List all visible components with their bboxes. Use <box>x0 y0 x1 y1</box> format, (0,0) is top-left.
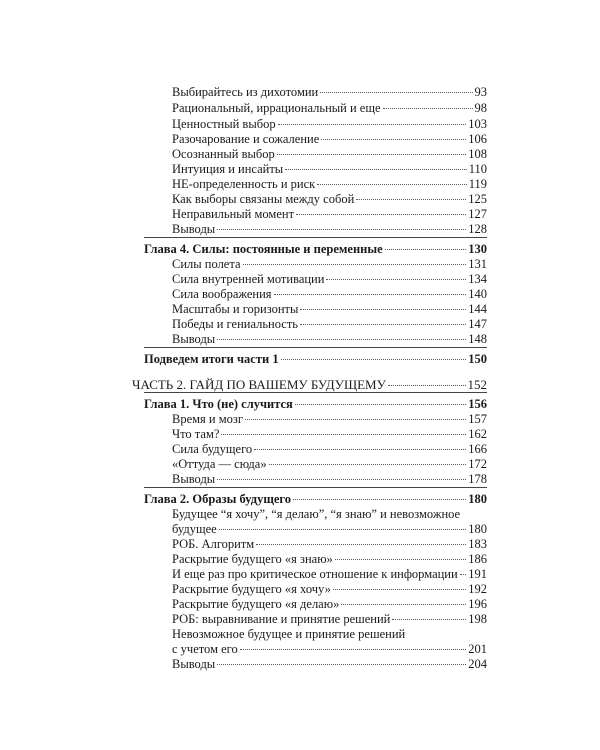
toc-entry-title: Масштабы и горизонты <box>172 302 299 316</box>
toc-entry-page: 172 <box>468 457 487 471</box>
toc-entry[interactable] <box>172 627 487 642</box>
toc-entry[interactable] <box>172 117 487 132</box>
toc-entry-title: Выводы <box>172 332 216 346</box>
dot-leader <box>240 648 467 650</box>
toc-entry[interactable] <box>172 537 487 552</box>
toc-entry-page: 125 <box>468 192 487 206</box>
toc-entry[interactable] <box>172 427 487 442</box>
toc-entry-title: Что там? <box>172 427 220 441</box>
toc-entry-page: 98 <box>474 101 487 115</box>
toc-entry-page: 183 <box>468 537 487 551</box>
toc-entry-page: 192 <box>468 582 487 596</box>
dot-leader <box>300 308 466 310</box>
toc-entry-title: Выбирайтесь из дихотомии <box>172 85 319 99</box>
toc-entry-page: 156 <box>468 397 487 411</box>
toc-entry-page: 119 <box>468 177 487 191</box>
dot-leader <box>333 588 466 590</box>
dot-leader <box>274 293 467 295</box>
toc-entry-page: 128 <box>468 222 487 236</box>
toc-entry-title: Рациональный, иррациональный и еще <box>172 101 381 115</box>
toc-entry-title: Раскрытие будущего «я знаю» <box>172 552 333 566</box>
toc-entry[interactable] <box>172 567 487 582</box>
toc-entry[interactable] <box>132 377 487 392</box>
toc-entry-page: 134 <box>468 272 487 286</box>
toc-entry-page: 196 <box>468 597 487 611</box>
toc-entry-title: Сила воображения <box>172 287 272 301</box>
toc-entry-title: Интуиция и инсайты <box>172 162 284 176</box>
dot-leader <box>285 168 467 170</box>
toc-entry-page: 180 <box>468 522 487 536</box>
dot-leader <box>217 228 466 230</box>
dot-leader <box>383 107 473 109</box>
dot-leader <box>388 384 466 386</box>
toc-entry-page: 148 <box>468 332 487 346</box>
toc-entry-page: 106 <box>468 132 487 146</box>
dot-leader <box>385 248 467 250</box>
dot-leader <box>219 528 467 530</box>
toc-entry-page: 152 <box>467 377 487 392</box>
toc-entry-page: 147 <box>468 317 487 331</box>
dot-leader <box>460 573 467 575</box>
toc-entry-page: 150 <box>468 352 487 366</box>
toc-entry[interactable] <box>172 177 487 192</box>
toc-entry-page: 204 <box>468 657 487 671</box>
toc-entry-title: Осознанный выбор <box>172 147 275 161</box>
dot-leader <box>217 663 466 665</box>
toc-entry-page: 144 <box>468 302 487 316</box>
toc-entry[interactable] <box>172 582 487 597</box>
dot-leader <box>256 543 466 545</box>
toc-entry-title: РОБ. Алгоритм <box>172 537 255 551</box>
toc-entry[interactable] <box>172 472 487 487</box>
toc-entry-page: 162 <box>468 427 487 441</box>
toc-entry-title: Выводы <box>172 657 216 671</box>
dot-leader <box>317 183 466 185</box>
dot-leader <box>295 403 466 405</box>
toc-entry-title: Подведем итоги части 1 <box>144 352 279 366</box>
toc-entry-title: Силы полета <box>172 257 241 271</box>
toc-entry-title: Глава 4. Силы: постоянные и переменные <box>144 242 383 256</box>
dot-leader <box>341 603 466 605</box>
toc-entry[interactable] <box>172 132 487 147</box>
toc-entry-title: ЧАСТЬ 2. ГАЙД ПО ВАШЕМУ БУДУЩЕМУ <box>132 377 386 392</box>
section-divider <box>144 347 487 348</box>
toc-entry[interactable] <box>172 287 487 302</box>
toc-entry-page: 103 <box>468 117 487 131</box>
toc-entry-page: 198 <box>468 612 487 626</box>
dot-leader <box>245 418 466 420</box>
dot-leader <box>243 263 467 265</box>
toc-entry-page: 180 <box>468 492 487 506</box>
toc-entry[interactable] <box>172 101 487 116</box>
dot-leader <box>217 478 466 480</box>
toc-entry[interactable] <box>144 492 487 507</box>
toc-entry-page: 201 <box>468 642 487 656</box>
dot-leader <box>356 198 466 200</box>
toc-entry-title: НЕ-определенность и риск <box>172 177 316 191</box>
toc-entry-page: 93 <box>474 85 487 99</box>
toc-entry-title: Выводы <box>172 222 216 236</box>
toc-entry[interactable] <box>172 412 487 427</box>
toc-entry-page: 130 <box>468 242 487 256</box>
dot-leader <box>221 433 466 435</box>
toc-entry-title: Глава 2. Образы будущего <box>144 492 292 506</box>
toc-entry-title: с учетом его <box>172 642 238 656</box>
toc-entry[interactable] <box>172 657 487 672</box>
toc-entry-title: будущее <box>172 522 217 536</box>
section-divider <box>144 392 487 393</box>
toc-entry-page: 186 <box>468 552 487 566</box>
toc-entry[interactable] <box>172 207 487 222</box>
section-divider <box>144 487 487 488</box>
dot-leader <box>269 463 467 465</box>
toc-entry[interactable] <box>172 457 487 472</box>
toc-entry[interactable] <box>172 612 487 627</box>
dot-leader <box>281 358 467 360</box>
dot-leader <box>296 213 466 215</box>
toc-entry[interactable] <box>172 597 487 612</box>
toc-entry-page: 191 <box>468 567 487 581</box>
dot-leader <box>300 323 466 325</box>
toc-entry-title: Как выборы связаны между собой <box>172 192 355 206</box>
dot-leader <box>278 123 467 125</box>
toc-entry[interactable] <box>172 85 487 100</box>
toc-entry-page: 140 <box>468 287 487 301</box>
toc-entry[interactable] <box>172 272 487 287</box>
toc-entry[interactable] <box>172 257 487 272</box>
toc-entry[interactable] <box>172 317 487 332</box>
toc-entry-title: Неправильный момент <box>172 207 295 221</box>
toc-entry-title: Разочарование и сожаление <box>172 132 320 146</box>
toc-entry-title: «Оттуда — сюда» <box>172 457 267 471</box>
toc-entry[interactable] <box>172 302 487 317</box>
toc-entry-title: Выводы <box>172 472 216 486</box>
toc-entry[interactable] <box>144 352 487 367</box>
toc-entry[interactable] <box>172 192 487 207</box>
toc-entry-title: РОБ: выравнивание и принятие решений <box>172 612 391 626</box>
toc-entry-title: Раскрытие будущего «я хочу» <box>172 582 331 596</box>
toc-entry-title: Сила будущего <box>172 442 253 456</box>
toc-entry-page: 178 <box>468 472 487 486</box>
toc-entry[interactable] <box>172 442 487 457</box>
toc-entry-page: 110 <box>468 162 487 176</box>
toc-entry-page: 108 <box>468 147 487 161</box>
toc-entry[interactable] <box>172 332 487 347</box>
dot-leader <box>321 138 466 140</box>
toc-entry-title: Ценностный выбор <box>172 117 276 131</box>
toc-entry[interactable] <box>144 242 487 257</box>
toc-entry[interactable] <box>172 507 487 522</box>
toc-entry-title: Время и мозг <box>172 412 243 426</box>
toc-entry-title: Сила внутренней мотивации <box>172 272 325 286</box>
toc-entry[interactable] <box>172 147 487 162</box>
toc-entry[interactable] <box>172 642 487 657</box>
toc-entry[interactable] <box>144 397 487 412</box>
toc-entry[interactable] <box>172 162 487 177</box>
toc-entry[interactable] <box>172 552 487 567</box>
section-divider <box>144 237 487 238</box>
toc-entry-title: Глава 1. Что (не) случится <box>144 397 293 411</box>
toc-entry-title: Невозможное будущее и принятие решений <box>172 627 406 641</box>
toc-entry[interactable] <box>172 222 487 237</box>
dot-leader <box>277 153 466 155</box>
toc-entry-title: Будущее “я хочу”, “я делаю”, “я знаю” и невозможное <box>172 507 461 521</box>
toc-entry[interactable] <box>172 522 487 537</box>
dot-leader <box>217 338 466 340</box>
dot-leader <box>320 91 472 93</box>
dot-leader <box>293 498 466 500</box>
toc-entry-page: 131 <box>468 257 487 271</box>
toc-entry-title: Победы и гениальность <box>172 317 299 331</box>
dot-leader <box>335 558 466 560</box>
toc-entry-title: Раскрытие будущего «я делаю» <box>172 597 340 611</box>
dot-leader <box>326 278 466 280</box>
toc-entry-page: 157 <box>468 412 487 426</box>
dot-leader <box>392 618 466 620</box>
toc-entry-page: 127 <box>468 207 487 221</box>
toc-entry-title: И еще раз про критическое отношение к информации <box>172 567 458 581</box>
dot-leader <box>254 448 466 450</box>
toc-entry-page: 166 <box>468 442 487 456</box>
